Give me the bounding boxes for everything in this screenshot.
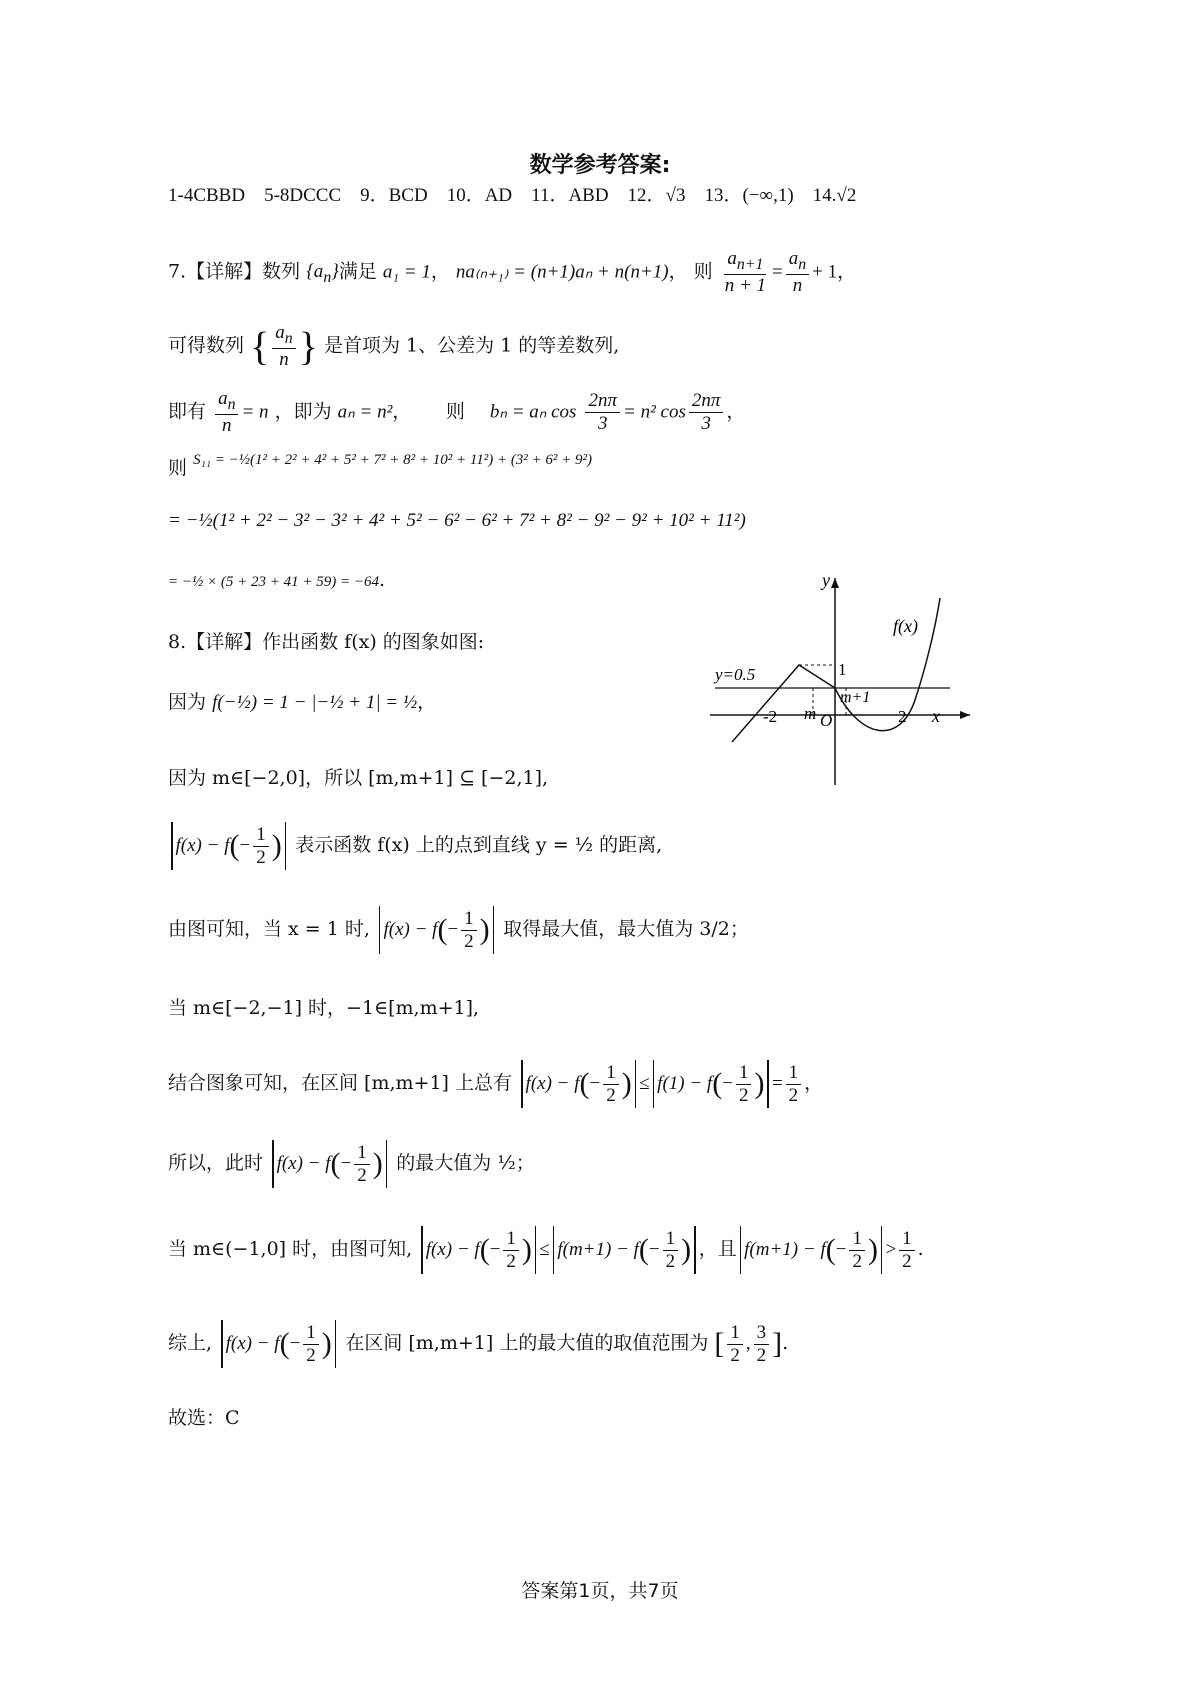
q7-line3: 即有 $\frac{a_n}{n}$ = n ，即为 aₙ = n²， 则 bₙ = aₙ cos $\frac{2n\pi}{3}$ = n² cos $\frac{2n\pi}{3}$ ，: [168, 388, 746, 436]
q8-choice-text: 故选：C: [168, 1407, 240, 1429]
curve-right: [835, 598, 940, 731]
q8-case1: [168, 998, 479, 1020]
label-m-plus-1: m+1: [840, 689, 871, 706]
label-peak: 1: [838, 660, 847, 679]
q7-line5: [168, 510, 746, 532]
q8-label: 8.【详解】: [168, 631, 263, 653]
q7-cond: 满足: [338, 260, 377, 283]
q7-line6: = −½ × (5 + 23 + 41 + 59) = −64.: [168, 569, 386, 591]
label-y: y: [822, 570, 830, 590]
q7-then2: 则: [445, 400, 465, 423]
q7-line3-pre: 即有: [168, 400, 207, 423]
q8-case1c: 所以，此时 f(x) − f(− $\frac{1}{2}$ ) 的最大值为 ½；: [168, 1140, 535, 1188]
q7-line2-post: 是首项为 1、公差为 1 的等差数列,: [323, 334, 620, 357]
label-x: x: [932, 706, 940, 726]
q8-case1b: 结合图象可知，在区间 [m,m+1] 上总有 f(x) − f(− $\frac{1}{2}$ ) ≤ f(1) − f(− $\frac{1}{2}$ ) = $\frac{1}{2}$ ，: [168, 1060, 823, 1108]
q8-case2-pre: 当 m∈(−1,0] 时，由图可知,: [168, 1238, 413, 1260]
q8-because2: [168, 768, 548, 790]
page-footer: 答案第1页，共7页: [521, 1580, 679, 1602]
q7-label: 7.【详解】: [168, 260, 263, 283]
function-graph-figure: [700, 570, 980, 800]
q8-dist-text: 表示函数 f(x) 上的点到直线 y = ½ 的距离,: [295, 834, 663, 856]
q7-a1: a₁ = 1: [382, 261, 431, 283]
label-origin: O: [820, 711, 833, 730]
q8-summary-pre: 综上,: [168, 1332, 213, 1354]
q8-summary-post: 在区间 [m,m+1] 上的最大值的取值范围为: [345, 1332, 709, 1354]
label-m: m: [804, 704, 817, 723]
q8-max1-pre: 由图可知，当 x = 1 时,: [168, 918, 370, 940]
q7-then: 则: [693, 260, 713, 283]
q8-case1c-pre: 所以，此时: [168, 1152, 264, 1174]
q7-result: = −½ × (5 + 23 + 41 + 59) = −64: [168, 574, 379, 590]
q8-case1c-post: 的最大值为 ½；: [396, 1152, 535, 1174]
q8-line1: [168, 632, 484, 654]
q8-because1-label: 因为: [168, 691, 207, 713]
answer-key-line: [168, 185, 856, 207]
q8-choice: [168, 1408, 240, 1430]
q8-eq1: f(−½) = 1 − |−½ + 1| = ½: [212, 692, 418, 713]
label-neg2: -2: [763, 707, 778, 726]
page-title: 数学参考答案:: [529, 153, 671, 178]
q8-case2: 当 m∈(−1,0] 时，由图可知, f(x) − f(− $\frac{1}{2}$ ) ≤ f(m+1) − f(− $\frac{1}{2}$ ) ，且 f(m+1) − f(− $\frac{1}{2}$ ) > $\frac{1}{2}$ .: [168, 1226, 924, 1274]
q7-line2-pre: 可得数列: [168, 334, 245, 357]
q7-recurrence: na₍ₙ₊₁₎ = (n+1)aₙ + n(n+1): [455, 261, 669, 283]
q7-expand: = −½(1² + 2² − 3² − 3² + 4² + 5² − 6² − 6² + 7² + 8² − 9² − 9² + 10² + 11²): [168, 510, 746, 531]
q7-bn: bₙ = aₙ cos: [489, 401, 577, 423]
q8-case1-text: 当 m∈[−2,−1] 时，−1∈[m,m+1],: [168, 997, 480, 1019]
q8-max1-post: 取得最大值，最大值为 3/2；: [503, 918, 749, 940]
q8-intro: 作出函数 f(x) 的图象如图:: [262, 631, 485, 653]
q8-max1: 由图可知，当 x = 1 时, f(x) − f(− $\frac{1}{2}$ ) 取得最大值，最大值为 3/2；: [168, 906, 749, 954]
q8-because1: 因为 f(−½) = 1 − |−½ + 1| = ½，: [168, 691, 437, 713]
q7-line2: 可得数列 { $\frac{a_n}{n}$ } 是首项为 1、公差为 1 的等差数列,: [168, 322, 620, 370]
q8-summary: 综上, f(x) − f(− $\frac{1}{2}$ ) 在区间 [m,m+1] 上的最大值的取值范围为 [ $\frac{1}{2}$ , $\frac{3}{2}$ ].: [168, 1320, 788, 1368]
answer-key-text: 1-4CBBD 5-8DCCC 9．BCD 10．AD 11．ABD 12．√3 13．(−∞,1) 14.√2: [168, 185, 857, 206]
label-fx: f(x): [893, 616, 918, 636]
q7-seq-word: 数列: [262, 260, 301, 283]
x-axis-arrow: [960, 711, 970, 719]
q7-s11: S₁₁ = −½(1² + 2² + 4² + 5² + 7² + 8² + 10² + 11²) + (3² + 6² + 9²): [193, 452, 593, 468]
q7-line4: 则 S₁₁ = −½(1² + 2² + 4² + 5² + 7² + 8² + 10² + 11²) + (3² + 6² + 9²): [168, 452, 593, 479]
q7-line1: 7.【详解】数列 $\{a_n\}$满足 a₁ = 1， na₍ₙ₊₁₎ = (n+1)aₙ + n(n+1)， 则 $\frac{a_{n+1}}{n + 1}$ = $\frac{a_n}{n}$ + 1，: [168, 248, 857, 296]
label-2: 2: [898, 707, 907, 726]
q7-line3-mid: ，即为: [274, 400, 332, 423]
y-axis-arrow: [831, 578, 839, 588]
q8-because2-text: 因为 m∈[−2,0]，所以 [m,m+1] ⊆ [−2,1],: [168, 767, 549, 789]
q8-dist: f(x) − f(− $\frac{1}{2}$ ) 表示函数 f(x) 上的点到直线 y = ½ 的距离,: [168, 822, 662, 870]
q8-case1b-pre: 结合图象可知，在区间 [m,m+1] 上总有: [168, 1072, 512, 1094]
label-y-half: y=0.5: [715, 665, 756, 684]
q7-an: aₙ = n²: [337, 401, 393, 423]
q8-case2-and: ，且: [698, 1238, 737, 1260]
